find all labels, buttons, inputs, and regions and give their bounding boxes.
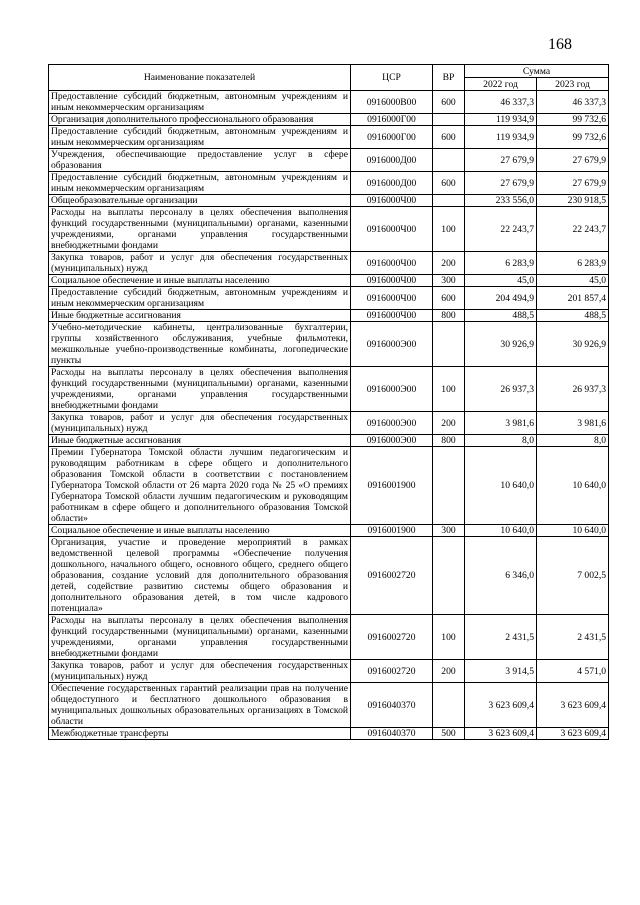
cell-csr: 0916000Г00 (351, 126, 433, 149)
cell-sum-2022: 27 679,9 (465, 172, 537, 195)
cell-sum-2023: 230 918,5 (537, 195, 609, 207)
table-row (49, 149, 609, 172)
table-body (49, 91, 609, 740)
table-row (49, 525, 609, 537)
table-row (49, 114, 609, 126)
cell-sum-2022: 30 926,9 (465, 322, 537, 367)
cell-name: Иные бюджетные ассигнования (49, 310, 351, 322)
cell-vr (433, 683, 465, 728)
cell-sum-2022: 10 640,0 (465, 447, 537, 525)
table-row (49, 91, 609, 114)
page-number: 168 (548, 36, 572, 53)
table-row (49, 537, 609, 615)
table-row (49, 172, 609, 195)
cell-sum-2022: 233 556,0 (465, 195, 537, 207)
cell-csr: 0916000Э00 (351, 367, 433, 412)
cell-name: Социальное обеспечение и иные выплаты населению (49, 275, 351, 287)
cell-vr: 600 (433, 126, 465, 149)
cell-vr: 200 (433, 660, 465, 683)
cell-name: Учреждения, обеспечивающие предоставление услуг в сфере образования (49, 149, 351, 172)
cell-csr: 0916000Э00 (351, 412, 433, 435)
cell-sum-2023: 10 640,0 (537, 447, 609, 525)
budget-table (48, 64, 609, 740)
table-row (49, 310, 609, 322)
cell-vr (433, 537, 465, 615)
cell-sum-2022: 45,0 (465, 275, 537, 287)
table-row (49, 412, 609, 435)
table-row (49, 367, 609, 412)
cell-sum-2023: 10 640,0 (537, 525, 609, 537)
cell-name: Закупка товаров, работ и услуг для обеспечения государственных (муниципальных) нужд (49, 252, 351, 275)
cell-sum-2022: 119 934,9 (465, 114, 537, 126)
cell-vr: 200 (433, 412, 465, 435)
cell-sum-2022: 3 981,6 (465, 412, 537, 435)
cell-name: Расходы на выплаты персоналу в целях обеспечения выполнения функций государственными (муниципальными) органами, казенными учреждениями, органами управления государственными внебюджетными фондами (49, 615, 351, 660)
cell-vr: 300 (433, 275, 465, 287)
cell-sum-2023: 2 431,5 (537, 615, 609, 660)
cell-vr (433, 447, 465, 525)
cell-sum-2023: 8,0 (537, 435, 609, 447)
cell-sum-2022: 6 346,0 (465, 537, 537, 615)
cell-name: Социальное обеспечение и иные выплаты населению (49, 525, 351, 537)
cell-vr: 600 (433, 287, 465, 310)
cell-vr: 300 (433, 525, 465, 537)
table-row (49, 683, 609, 728)
cell-sum-2022: 2 431,5 (465, 615, 537, 660)
cell-sum-2022: 119 934,9 (465, 126, 537, 149)
cell-csr: 0916002720 (351, 660, 433, 683)
table-row (49, 615, 609, 660)
table-row (49, 322, 609, 367)
cell-vr: 100 (433, 207, 465, 252)
cell-sum-2022: 8,0 (465, 435, 537, 447)
cell-csr: 0916040370 (351, 728, 433, 740)
cell-sum-2022: 26 937,3 (465, 367, 537, 412)
table-row (49, 252, 609, 275)
cell-vr (433, 149, 465, 172)
cell-sum-2023: 99 732,6 (537, 114, 609, 126)
cell-sum-2022: 27 679,9 (465, 149, 537, 172)
cell-sum-2023: 201 857,4 (537, 287, 609, 310)
cell-csr: 0916000В00 (351, 91, 433, 114)
cell-name: Межбюджетные трансферты (49, 728, 351, 740)
cell-csr: 0916002720 (351, 615, 433, 660)
table-row (49, 435, 609, 447)
cell-name: Иные бюджетные ассигнования (49, 435, 351, 447)
cell-vr (433, 114, 465, 126)
cell-name: Организация, участие и проведение мероприятий в рамках ведомственной целевой программы «Обеспечение получения дошкольного, начального общего, основного общего, среднего общего образования, создание условий для дополнительного образования детей, содействие развитию системы общего образования и дополнительного образования детей, в том числе кадрового потенциала» (49, 537, 351, 615)
cell-name: Организация дополнительного профессионального образования (49, 114, 351, 126)
cell-name: Учебно-методические кабинеты, централизованные бухгалтерии, группы хозяйственного обслуживания, учебные фильмотеки, межшкольные учебно-производственные комбинаты, логопедические пункты (49, 322, 351, 367)
cell-sum-2023: 3 981,6 (537, 412, 609, 435)
cell-sum-2022: 46 337,3 (465, 91, 537, 114)
cell-sum-2023: 7 002,5 (537, 537, 609, 615)
table-row (49, 207, 609, 252)
table-row (49, 728, 609, 740)
cell-sum-2023: 3 623 609,4 (537, 728, 609, 740)
table-row (49, 275, 609, 287)
cell-name: Расходы на выплаты персоналу в целях обеспечения выполнения функций государственными (муниципальными) органами, казенными учреждениями, органами управления государственными внебюджетными фондами (49, 367, 351, 412)
cell-sum-2023: 99 732,6 (537, 126, 609, 149)
cell-name: Предоставление субсидий бюджетным, автономным учреждениям и иным некоммерческим организациям (49, 126, 351, 149)
table-row (49, 195, 609, 207)
cell-sum-2022: 204 494,9 (465, 287, 537, 310)
cell-sum-2022: 6 283,9 (465, 252, 537, 275)
cell-sum-2022: 10 640,0 (465, 525, 537, 537)
table-header (49, 65, 609, 91)
cell-csr: 0916000Д00 (351, 172, 433, 195)
cell-sum-2022: 22 243,7 (465, 207, 537, 252)
table-row (49, 447, 609, 525)
cell-vr: 600 (433, 172, 465, 195)
cell-name: Премии Губернатора Томской области лучшим педагогическим и руководящим работникам в сфере общего и дополнительного образования Томской области в соответствии с постановлением Губернатора Томской области от 26 марта 2020 года № 25 «О премиях Губернатора Томской области лучшим педагогическим и руководящим работникам в сфере общего и дополнительного образования Томской области» (49, 447, 351, 525)
cell-name: Общеобразовательные организации (49, 195, 351, 207)
cell-sum-2023: 26 937,3 (537, 367, 609, 412)
cell-sum-2023: 22 243,7 (537, 207, 609, 252)
cell-vr: 200 (433, 252, 465, 275)
table-row (49, 287, 609, 310)
cell-csr: 0916001900 (351, 525, 433, 537)
cell-name: Предоставление субсидий бюджетным, автономным учреждениям и иным некоммерческим организациям (49, 91, 351, 114)
cell-csr: 0916000Г00 (351, 114, 433, 126)
cell-sum-2022: 488,5 (465, 310, 537, 322)
column-header-year-2022: 2022 год (465, 78, 537, 91)
cell-sum-2023: 4 571,0 (537, 660, 609, 683)
cell-csr: 0916040370 (351, 683, 433, 728)
cell-vr: 100 (433, 615, 465, 660)
cell-sum-2023: 46 337,3 (537, 91, 609, 114)
cell-name: Закупка товаров, работ и услуг для обеспечения государственных (муниципальных) нужд (49, 660, 351, 683)
cell-sum-2023: 27 679,9 (537, 149, 609, 172)
cell-sum-2023: 45,0 (537, 275, 609, 287)
cell-csr: 0916000Д00 (351, 149, 433, 172)
column-header-vr: ВР (433, 65, 465, 91)
cell-name: Закупка товаров, работ и услуг для обеспечения государственных (муниципальных) нужд (49, 412, 351, 435)
column-header-csr: ЦСР (351, 65, 433, 91)
cell-csr: 0916000Ч00 (351, 195, 433, 207)
cell-vr: 600 (433, 91, 465, 114)
cell-sum-2023: 3 623 609,4 (537, 683, 609, 728)
cell-csr: 0916000Э00 (351, 435, 433, 447)
cell-vr: 500 (433, 728, 465, 740)
cell-sum-2023: 488,5 (537, 310, 609, 322)
column-header-year-2023: 2023 год (537, 78, 609, 91)
cell-sum-2023: 30 926,9 (537, 322, 609, 367)
cell-name: Предоставление субсидий бюджетным, автономным учреждениям и иным некоммерческим организациям (49, 172, 351, 195)
cell-csr: 0916000Ч00 (351, 287, 433, 310)
cell-vr: 800 (433, 310, 465, 322)
cell-csr: 0916000Ч00 (351, 207, 433, 252)
cell-name: Расходы на выплаты персоналу в целях обеспечения выполнения функций государственными (муниципальными) органами, казенными учреждениями, органами управления государственными внебюджетными фондами (49, 207, 351, 252)
cell-name: Обеспечение государственных гарантий реализации прав на получение общедоступного и бесплатного дошкольного образования в муниципальных дошкольных образовательных организациях в Томской области (49, 683, 351, 728)
cell-csr: 0916000Ч00 (351, 252, 433, 275)
cell-name: Предоставление субсидий бюджетным, автономным учреждениям и иным некоммерческим организациям (49, 287, 351, 310)
cell-vr: 800 (433, 435, 465, 447)
cell-sum-2023: 27 679,9 (537, 172, 609, 195)
cell-csr: 0916001900 (351, 447, 433, 525)
cell-csr: 0916000Э00 (351, 322, 433, 367)
cell-csr: 0916002720 (351, 537, 433, 615)
cell-vr (433, 195, 465, 207)
cell-csr: 0916000Ч00 (351, 275, 433, 287)
table-row (49, 126, 609, 149)
cell-sum-2022: 3 623 609,4 (465, 683, 537, 728)
column-header-sum: Сумма (465, 65, 609, 78)
cell-sum-2023: 6 283,9 (537, 252, 609, 275)
column-header-name: Наименование показателей (49, 65, 351, 91)
cell-vr (433, 322, 465, 367)
cell-sum-2022: 3 623 609,4 (465, 728, 537, 740)
cell-vr: 100 (433, 367, 465, 412)
table-row (49, 660, 609, 683)
cell-csr: 0916000Ч00 (351, 310, 433, 322)
cell-sum-2022: 3 914,5 (465, 660, 537, 683)
